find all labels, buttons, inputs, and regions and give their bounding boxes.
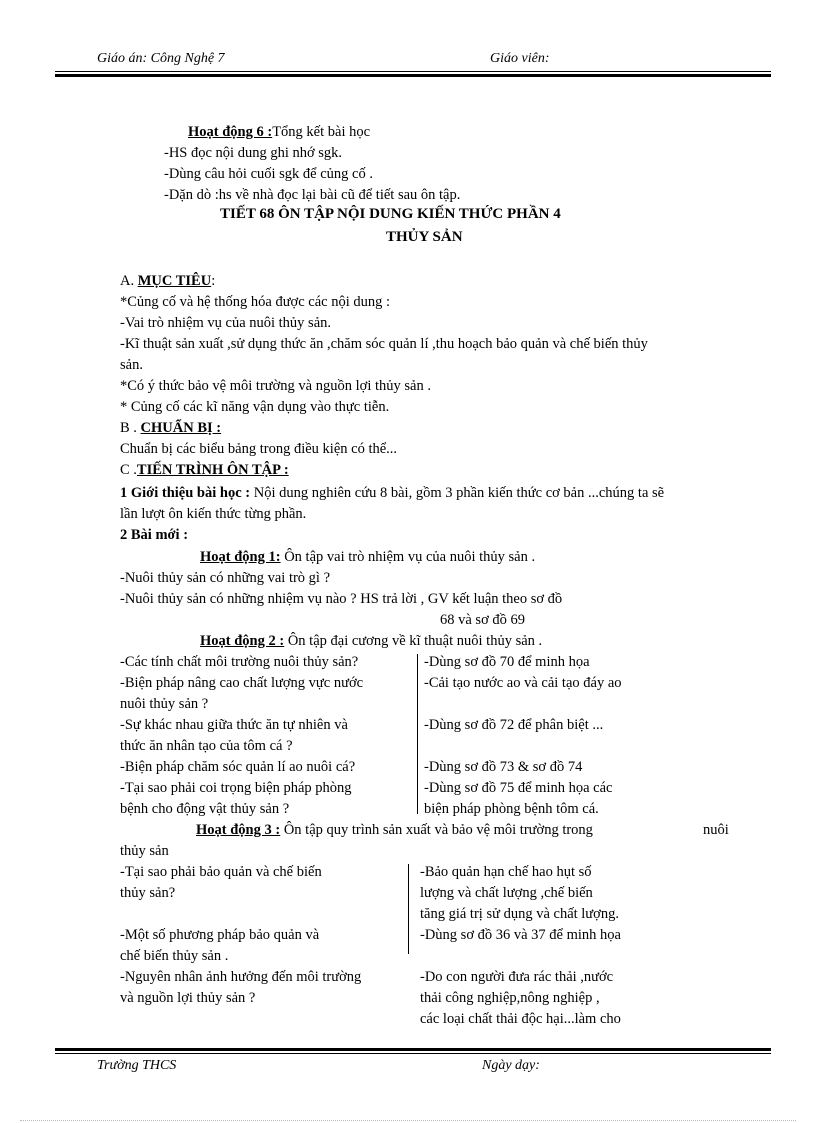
- section-a-line-4: sản.: [120, 357, 143, 373]
- hd2-right-6: -Dùng sơ đồ 73 & sơ đồ 74: [424, 759, 583, 775]
- hd2-left-3: nuôi thủy sản ?: [120, 696, 209, 712]
- hd2-label: Hoạt động 2 :: [200, 633, 285, 649]
- hd2-left-7: -Tại sao phải coi trọng biện pháp phòng: [120, 780, 352, 796]
- section-b-prefix: B .: [120, 420, 137, 436]
- header-rule-thick: [55, 74, 771, 77]
- hd6-title: Tổng kết bài học: [272, 124, 371, 140]
- section-a-line-6: * Củng cố các kĩ năng vận dụng vào thực tiễn.: [120, 399, 390, 415]
- hd2-heading: [200, 631, 542, 651]
- hd2-left-6: -Biện pháp chăm sóc quản lí ao nuôi cá?: [120, 759, 356, 775]
- hd1-label: Hoạt động 1:: [200, 549, 281, 565]
- hd2-right-1: -Dùng sơ đồ 70 để minh họa: [424, 654, 590, 670]
- hd6-label: Hoạt động 6 :: [188, 124, 273, 140]
- hd3-column-divider: [408, 864, 409, 954]
- hd2-right-8: biện pháp phòng bệnh tôm cá.: [424, 801, 599, 817]
- hd3-title: Ôn tập quy trình sản xuất và bảo vệ môi trường trong: [280, 822, 593, 838]
- hd2-left-8: bệnh cho động vật thủy sản ?: [120, 801, 290, 817]
- section-a-heading: [120, 271, 215, 291]
- hd3-left-5: chế biến thủy sản .: [120, 948, 229, 964]
- hd2-left-5: thức ăn nhân tạo của tôm cá ?: [120, 738, 293, 754]
- new-lesson-heading: 2 Bài mới :: [120, 527, 189, 543]
- hd2-right-2: -Cải tạo nước ao và cải tạo đáy ao: [424, 675, 622, 691]
- hd3-right-8: các loại chất thải độc hại...làm cho: [420, 1011, 621, 1027]
- hd3-right-1: -Bảo quản hạn chế hao hụt số: [420, 864, 592, 880]
- footer-school: Trường THCS: [97, 1058, 177, 1073]
- hd3-label: Hoạt động 3 :: [196, 822, 281, 838]
- header-rule-thin: [55, 71, 771, 72]
- page-bottom-dotted-line: [20, 1120, 796, 1121]
- section-c-heading: [120, 460, 289, 480]
- hd2-title: Ôn tập đại cương về kĩ thuật nuôi thủy sản .: [284, 633, 543, 649]
- hd3-title-end: nuôi: [703, 822, 729, 838]
- section-c-title: TIẾN TRÌNH ÔN TẬP :: [136, 462, 289, 478]
- section-a-suffix: :: [211, 273, 216, 289]
- footer-rule-thick: [55, 1048, 771, 1051]
- intro-line-1: [120, 483, 664, 503]
- hd1-line-2: -Nuôi thủy sản có những nhiệm vụ nào ? HS trả lời , GV kết luận theo sơ đồ: [120, 591, 563, 607]
- hd6-line-2: -Dùng câu hỏi cuối sgk để củng cố .: [164, 166, 373, 182]
- hd3-title-2: thủy sản: [120, 843, 169, 859]
- header-subject: Giáo án: Công Nghệ 7: [97, 51, 225, 66]
- section-b-line: Chuẩn bị các biểu bảng trong điều kiện có thể...: [120, 441, 398, 457]
- footer-date: Ngày dạy:: [482, 1058, 540, 1073]
- hd6-heading: [188, 122, 370, 142]
- hd3-left-7: và nguồn lợi thủy sản ?: [120, 990, 256, 1006]
- footer-rule-thin: [55, 1053, 771, 1054]
- intro-line-2: lần lượt ôn kiến thức từng phần.: [120, 506, 307, 522]
- section-a-line-2: -Vai trò nhiệm vụ của nuôi thủy sản.: [120, 315, 332, 331]
- hd3-right-3: tăng giá trị sử dụng và chất lượng.: [420, 906, 619, 922]
- hd1-line-1: -Nuôi thủy sản có những vai trò gì ?: [120, 570, 331, 586]
- hd3-left-4: -Một số phương pháp bảo quản và: [120, 927, 320, 943]
- hd3-right-4: -Dùng sơ đồ 36 và 37 để minh họa: [420, 927, 621, 943]
- hd3-left-6: -Nguyên nhân ảnh hưởng đến môi trường: [120, 969, 362, 985]
- hd3-heading: [196, 820, 593, 840]
- section-a-line-3: -Kĩ thuật sản xuất ,sử dụng thức ăn ,chăm sóc quản lí ,thu hoạch bảo quản và chế biến thủy: [120, 336, 648, 352]
- hd2-left-4: -Sự khác nhau giữa thức ăn tự nhiên và: [120, 717, 348, 733]
- hd2-left-1: -Các tính chất môi trường nuôi thủy sản?: [120, 654, 359, 670]
- section-b-title: CHUẨN BỊ :: [140, 420, 222, 436]
- hd2-column-divider: [417, 654, 418, 814]
- hd3-right-6: -Do con người đưa rác thải ,nước: [420, 969, 614, 985]
- hd6-line-3: -Dặn dò :hs về nhà đọc lại bài cũ để tiết sau ôn tập.: [164, 187, 461, 203]
- section-a-line-1: *Củng cố và hệ thống hóa được các nội dung :: [120, 294, 391, 310]
- hd3-left-1: -Tại sao phải bảo quản và chế biến: [120, 864, 322, 880]
- hd3-right-7: thải công nghiệp,nông nghiệp ,: [420, 990, 600, 1006]
- section-a-line-5: *Có ý thức bảo vệ môi trường và nguồn lợi thủy sản .: [120, 378, 431, 394]
- section-b-heading: [120, 418, 221, 438]
- intro-label: 1 Giới thiệu bài học :: [120, 485, 251, 501]
- intro-text: Nội dung nghiên cứu 8 bài, gồm 3 phần kiến thức cơ bản ...chúng ta sẽ: [250, 485, 665, 501]
- hd1-title: Ôn tập vai trò nhiệm vụ của nuôi thủy sản .: [280, 549, 536, 565]
- lesson-subtitle: THỦY SẢN: [386, 229, 463, 245]
- hd2-left-2: -Biện pháp nâng cao chất lượng vực nước: [120, 675, 364, 691]
- hd6-line-1: -HS đọc nội dung ghi nhớ sgk.: [164, 145, 343, 161]
- hd1-heading: [200, 547, 535, 567]
- hd2-right-7: -Dùng sơ đồ 75 để minh họa các: [424, 780, 613, 796]
- hd3-left-2: thủy sản?: [120, 885, 176, 901]
- lesson-title: TIẾT 68 ÔN TẬP NỘI DUNG KIẾN THỨC PHẦN 4: [220, 206, 561, 222]
- section-a-prefix: A.: [120, 273, 135, 289]
- header-teacher: Giáo viên:: [490, 51, 550, 66]
- section-a-title: MỤC TIÊU: [137, 273, 212, 289]
- hd3-right-2: lượng và chất lượng ,chế biến: [420, 885, 593, 901]
- section-c-prefix: C .: [120, 462, 137, 478]
- hd1-line-3: 68 và sơ đồ 69: [440, 612, 525, 628]
- hd2-right-4: -Dùng sơ đồ 72 để phân biệt ...: [424, 717, 604, 733]
